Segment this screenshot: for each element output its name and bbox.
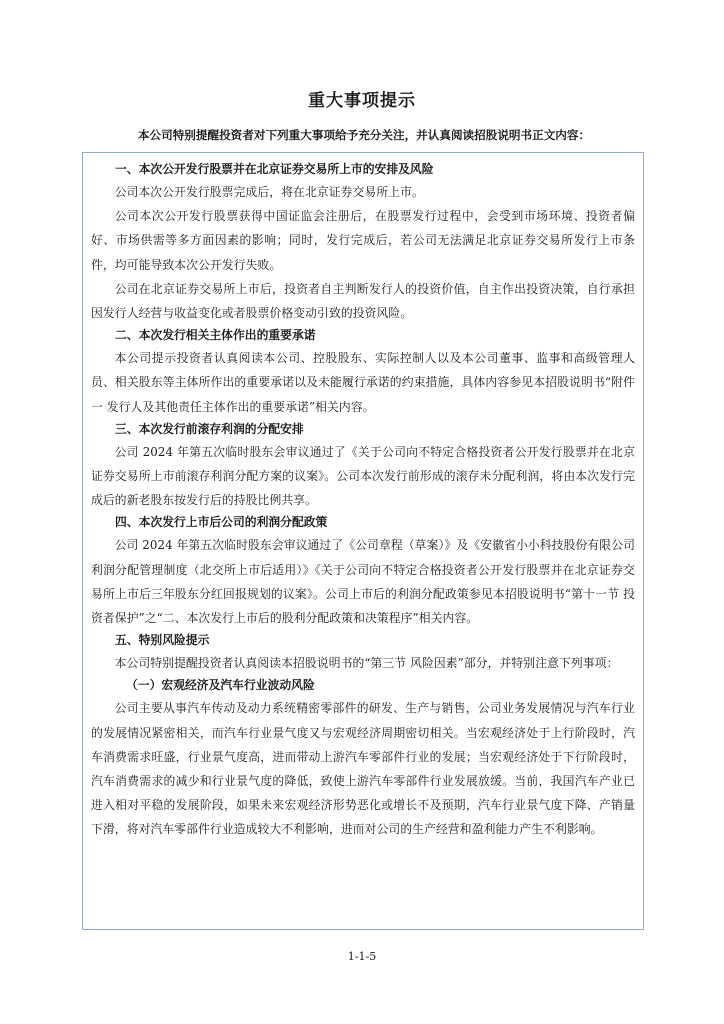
paragraph: 公司 2024 年第五次临时股东会审议通过了《公司章程（草案）》及《安徽省小小科技股份有限公司利润分配管理制度（北交所上市后适用）》《关于公司向不特定合格投资者公开发行股票并在北京证券交易所上市后三年股东分红回报规划的议案》。公司上市后的利润分配政策参见本招股说明书“第十一节 投资者保护”之“二、本次发行上市后的股利分配政策和决策程序”相关内容。 — [91, 538, 635, 626]
section-heading: 四、本次发行上市后公司的利润分配政策 — [115, 515, 328, 530]
section-heading: 三、本次发行前滚存利润的分配安排 — [115, 421, 304, 436]
paragraph: 公司 2024 年第五次临时股东会审议通过了《关于公司向不特定合格投资者公开发行股票并在北京证券交易所上市前滚存利润分配方案的议案》。公司本次发行前形成的滚存未分配利润，将由本次发行完成后的新老股东按发行后的持股比例共享。 — [91, 444, 635, 508]
section-3 — [91, 419, 635, 513]
section-2 — [91, 325, 635, 419]
section-5-1 — [91, 675, 635, 841]
section-4 — [91, 512, 635, 630]
paragraph: 公司主要从事汽车传动及动力系统精密零部件的研发、生产与销售，公司业务发展情况与汽车行业的发展情况紧密相关，而汽车行业景气度又与宏观经济周期密切相关。当宏观经济处于上行阶段时，汽车消费需求旺盛，行业景气度高，进而带动上游汽车零部件行业的发展；当宏观经济处于下行阶段时，汽车消费需求的减少和行业景气度的降低，致使上游汽车零部件行业发展放缓。当前，我国汽车产业已进入相对平稳的发展阶段，如果未来宏观经济形势恶化或增长不及预期，汽车行业景气度下降、产销量下滑，将对汽车零部件行业造成较大不利影响，进而对公司的生产经营和盈利能力产生不利影响。 — [91, 701, 635, 837]
page-title: 重大事项提示 — [308, 91, 416, 111]
paragraph: 本公司特别提醒投资者认真阅读本招股说明书的“第三节 风险因素”部分，并特别注意下列事项： — [114, 656, 619, 671]
page-number: 1-1-5 — [347, 950, 377, 963]
notice-box — [82, 152, 644, 930]
paragraph: 公司本次公开发行股票完成后，将在北京证券交易所上市。 — [114, 185, 424, 199]
paragraph: 公司在北京证券交易所上市后，投资者自主判断发行人的投资价值，自主作出投资决策，自行承担因发行人经营与收益变化或者股票价格变动引致的投资风险。 — [91, 281, 635, 321]
paragraph: 公司本次公开发行股票获得中国证监会注册后，在股票发行过程中，会受到市场环境、投资者偏好、市场供需等多方面因素的影响；同时，发行完成后，若公司无法满足北京证券交易所发行上市条件，均可能导致本次公开发行失败。 — [91, 209, 635, 272]
section-heading: 二、本次发行相关主体作出的重要承诺 — [115, 328, 316, 343]
page-subtitle: 本公司特别提醒投资者对下列重大事项给予充分关注，并认真阅读招股说明书正文内容： — [137, 128, 591, 142]
subsection-heading: （一）宏观经济及汽车行业波动风险 — [126, 678, 315, 693]
section-heading: 一、本次公开发行股票并在北京证券交易所上市的安排及风险 — [115, 162, 434, 176]
section-1 — [91, 159, 635, 325]
section-5 — [91, 630, 635, 675]
paragraph: 本公司提示投资者认真阅读本公司、控股股东、实际控制人以及本公司董事、监事和高级管理人员、相关股东等主体所作出的重要承诺以及未能履行承诺的约束措施，具体内容参见本招股说明书“附件一 发行人及其他责任主体作出的重要承诺”相关内容。 — [91, 351, 635, 414]
section-heading: 五、特别风险提示 — [115, 633, 210, 648]
